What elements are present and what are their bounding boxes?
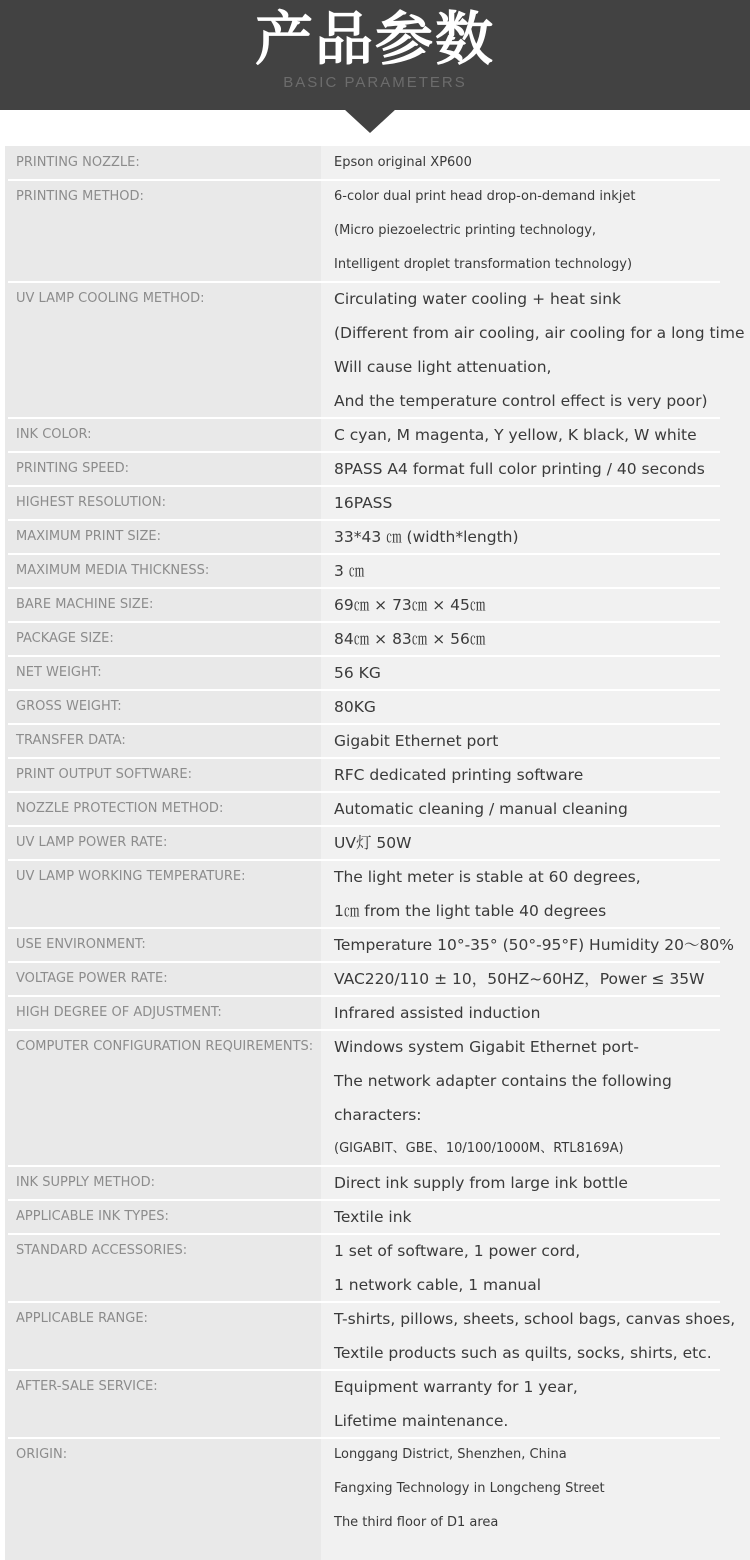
spec-row	[5, 622, 750, 656]
spec-row	[5, 1302, 750, 1370]
spec-label: GROSS WEIGHT:	[16, 699, 122, 714]
spec-label: PRINT OUTPUT SOFTWARE:	[16, 767, 192, 782]
spec-value-line: 16PASS	[334, 494, 393, 512]
spec-row	[5, 962, 750, 996]
spec-label: ORIGIN:	[16, 1447, 68, 1462]
spec-label: BARE MACHINE SIZE:	[16, 597, 154, 612]
spec-value-line: (Different from air cooling, air cooling for a long time	[334, 324, 745, 342]
spec-value-line: 56 KG	[334, 664, 381, 682]
spec-value	[334, 418, 750, 452]
spec-value-line: The third floor of D1 area	[334, 1515, 499, 1530]
spec-label: PRINTING SPEED:	[16, 461, 130, 476]
spec-value-line: T-shirts, pillows, sheets, school bags, canvas shoes,	[334, 1310, 736, 1328]
spec-value	[334, 1200, 750, 1234]
spec-value-line: And the temperature control effect is very poor)	[334, 392, 708, 410]
spec-row	[5, 860, 750, 928]
spec-value-line: RFC dedicated printing software	[334, 766, 584, 784]
spec-row	[5, 180, 750, 282]
spec-value-line: VAC220/110 ± 10，50HZ~60HZ，Power ≤ 35W	[334, 970, 705, 988]
spec-value-line: C cyan, M magenta, Y yellow, K black, W white	[334, 426, 697, 444]
spec-value	[334, 758, 750, 792]
spec-row	[5, 1234, 750, 1302]
spec-label: HIGHEST RESOLUTION:	[16, 495, 166, 510]
spec-value-line: Will cause light attenuation,	[334, 358, 552, 376]
spec-row	[5, 1166, 750, 1200]
spec-value	[334, 928, 750, 962]
spec-value-line: Lifetime maintenance.	[334, 1412, 509, 1430]
spec-value-line: 69㎝ × 73㎝ × 45㎝	[334, 596, 486, 614]
spec-value-line: (GIGABIT、GBE、10/100/1000M、RTL8169A)	[334, 1141, 624, 1156]
spec-label: PRINTING NOZZLE:	[16, 155, 140, 170]
spec-value	[334, 1234, 750, 1302]
spec-value	[334, 1302, 750, 1370]
spec-value-line: 1 network cable, 1 manual	[334, 1276, 542, 1294]
page-subtitle: BASIC PARAMETERS	[283, 74, 467, 91]
spec-row	[5, 452, 750, 486]
spec-label: UV LAMP COOLING METHOD:	[16, 291, 205, 306]
spec-value	[334, 146, 750, 180]
spec-value	[334, 656, 750, 690]
spec-label: TRANSFER DATA:	[16, 733, 126, 748]
spec-row	[5, 418, 750, 452]
spec-label: INK SUPPLY METHOD:	[16, 1175, 156, 1190]
spec-value	[334, 792, 750, 826]
spec-value	[334, 826, 750, 860]
spec-row	[5, 1370, 750, 1438]
spec-row	[5, 1438, 750, 1540]
spec-value	[334, 724, 750, 758]
spec-value-line: Textile ink	[334, 1208, 412, 1226]
spec-row	[5, 690, 750, 724]
spec-value-line: Temperature 10°-35° (50°-95°F) Humidity 20～80%	[334, 936, 734, 954]
spec-value-line: UV灯 50W	[334, 834, 412, 852]
spec-value-line: 33*43 ㎝ (width*length)	[334, 528, 519, 546]
spec-value-line: 84㎝ × 83㎝ × 56㎝	[334, 630, 486, 648]
spec-value-line: The network adapter contains the following	[334, 1072, 672, 1090]
spec-label: USE ENVIRONMENT:	[16, 937, 146, 952]
spec-value-line: 6-color dual print head drop-on-demand inkjet	[334, 189, 636, 204]
spec-row	[5, 1030, 750, 1166]
spec-row	[5, 486, 750, 520]
spec-row	[5, 996, 750, 1030]
spec-label: AFTER-SALE SERVICE:	[16, 1379, 158, 1394]
spec-value-line: 1㎝ from the light table 40 degrees	[334, 902, 607, 920]
spec-value-line: Automatic cleaning / manual cleaning	[334, 800, 628, 818]
spec-value-line: Gigabit Ethernet port	[334, 732, 499, 750]
header-banner	[0, 0, 750, 110]
spec-value	[334, 554, 750, 588]
spec-row	[5, 826, 750, 860]
spec-value-line: Windows system Gigabit Ethernet port-	[334, 1038, 639, 1056]
spec-row	[5, 1200, 750, 1234]
spec-row	[5, 758, 750, 792]
spec-value-line: 1 set of software, 1 power cord,	[334, 1242, 581, 1260]
spec-label: PRINTING METHOD:	[16, 189, 144, 204]
spec-value	[334, 622, 750, 656]
spec-value-line: Infrared assisted induction	[334, 1004, 541, 1022]
spec-row	[5, 282, 750, 418]
spec-label: INK COLOR:	[16, 427, 92, 442]
spec-value-line: Intelligent droplet transformation technology)	[334, 257, 633, 272]
spec-value	[334, 690, 750, 724]
spec-row	[5, 656, 750, 690]
spec-label: NET WEIGHT:	[16, 665, 102, 680]
spec-label: MAXIMUM PRINT SIZE:	[16, 529, 162, 544]
spec-value	[334, 282, 750, 418]
spec-value	[334, 452, 750, 486]
spec-value	[334, 180, 750, 282]
spec-value-line: Fangxing Technology in Longcheng Street	[334, 1481, 605, 1496]
spec-value-line: 3 ㎝	[334, 562, 365, 580]
spec-row	[5, 792, 750, 826]
spec-value-line: Longgang District, Shenzhen, China	[334, 1447, 567, 1462]
spec-value-line: 80KG	[334, 698, 376, 716]
spec-value-line: (Micro piezoelectric printing technology,	[334, 223, 597, 238]
spec-value-line: characters:	[334, 1106, 422, 1124]
spec-label: UV LAMP POWER RATE:	[16, 835, 168, 850]
spec-value	[334, 962, 750, 996]
spec-label: APPLICABLE INK TYPES:	[16, 1209, 169, 1224]
spec-value	[334, 860, 750, 928]
spec-value-line: 8PASS A4 format full color printing / 40 seconds	[334, 460, 705, 478]
spec-row	[5, 554, 750, 588]
spec-label: HIGH DEGREE OF ADJUSTMENT:	[16, 1005, 222, 1020]
spec-value	[334, 1438, 750, 1540]
down-pointer-icon	[344, 109, 396, 133]
spec-label: APPLICABLE RANGE:	[16, 1311, 148, 1326]
spec-label: VOLTAGE POWER RATE:	[16, 971, 168, 986]
spec-value	[334, 1030, 750, 1166]
spec-label: NOZZLE PROTECTION METHOD:	[16, 801, 224, 816]
spec-row	[5, 928, 750, 962]
spec-value	[334, 588, 750, 622]
spec-row	[5, 146, 750, 180]
spec-label: UV LAMP WORKING TEMPERATURE:	[16, 869, 246, 884]
spec-value-line: Circulating water cooling + heat sink	[334, 290, 622, 308]
spec-value-line: Textile products such as quilts, socks, shirts, etc.	[334, 1344, 712, 1362]
page-title: 产品参数	[254, 5, 495, 73]
spec-table	[5, 146, 750, 1560]
spec-value-line: The light meter is stable at 60 degrees,	[334, 868, 641, 886]
spec-value-line: Direct ink supply from large ink bottle	[334, 1174, 628, 1192]
spec-row	[5, 724, 750, 758]
spec-value	[334, 520, 750, 554]
spec-value	[334, 1166, 750, 1200]
spec-row	[5, 588, 750, 622]
spec-label: COMPUTER CONFIGURATION REQUIREMENTS:	[16, 1039, 314, 1054]
spec-value	[334, 486, 750, 520]
spec-value-line: Equipment warranty for 1 year,	[334, 1378, 578, 1396]
spec-value	[334, 1370, 750, 1438]
spec-value-line: Epson original XP600	[334, 155, 472, 170]
spec-label: STANDARD ACCESSORIES:	[16, 1243, 188, 1258]
spec-label: PACKAGE SIZE:	[16, 631, 114, 646]
spec-value	[334, 996, 750, 1030]
spec-label: MAXIMUM MEDIA THICKNESS:	[16, 563, 210, 578]
spec-row	[5, 520, 750, 554]
